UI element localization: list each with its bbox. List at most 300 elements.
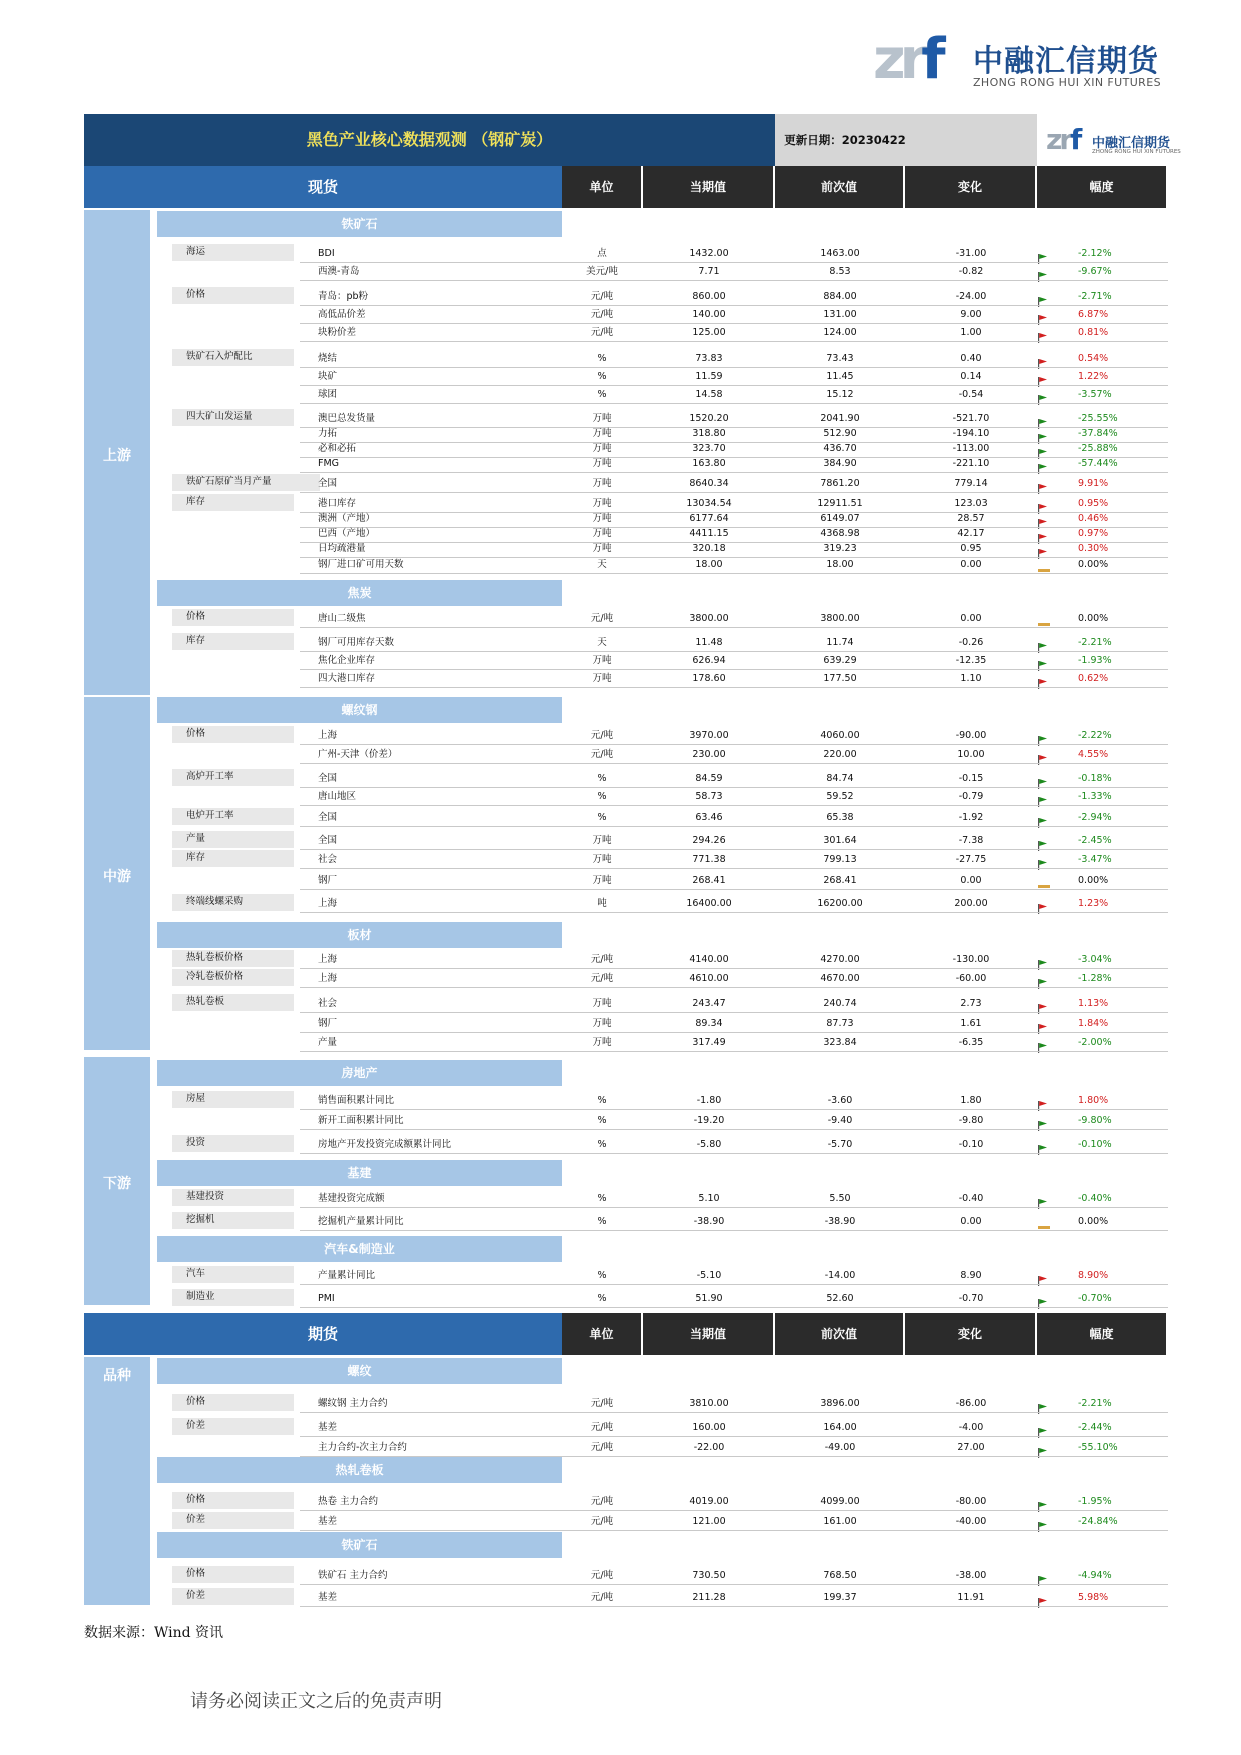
row-divider [300, 968, 1168, 969]
row-unit: 元/吨 [590, 1592, 614, 1603]
category-band: 基建 [157, 1160, 562, 1186]
row-current-value: 860.00 [692, 291, 726, 302]
row-group-label: 库存 [172, 494, 294, 511]
row-change: -0.15 [958, 773, 984, 784]
report-title: 黑色产业核心数据观测 （钢矿炭） [306, 130, 553, 149]
row-current-value: 125.00 [692, 327, 726, 338]
row-current-value: 121.00 [692, 1516, 726, 1527]
row-current-value: 13034.54 [686, 498, 732, 509]
futures-column-header: 当期值 [643, 1313, 773, 1355]
row-current-value: 11.59 [695, 371, 723, 382]
row-divider [300, 280, 1168, 281]
row-current-value: 243.47 [692, 998, 726, 1009]
row-unit: 元/吨 [590, 327, 614, 338]
row-change: -0.70 [958, 1293, 984, 1304]
row-current-value: 8640.34 [689, 478, 729, 489]
row-current-value: 3800.00 [689, 613, 729, 624]
flag-up-icon [1038, 1096, 1047, 1105]
row-current-value: 4610.00 [689, 973, 729, 984]
row-previous-value: 16200.00 [817, 898, 863, 909]
row-divider [300, 1153, 1168, 1154]
row-current-value: 4140.00 [689, 954, 729, 965]
row-group-label: 热轧卷板 [172, 994, 294, 1011]
row-current-value: 211.28 [692, 1592, 726, 1603]
row-percent-change: 1.13% [1078, 998, 1109, 1009]
row-group-label: 投资 [172, 1135, 294, 1152]
row-percent-change: 0.54% [1078, 353, 1109, 364]
row-current-value: 73.83 [695, 353, 723, 364]
row-group-label: 海运 [172, 244, 294, 261]
row-change: 9.00 [960, 309, 982, 320]
row-previous-value: 4099.00 [820, 1496, 860, 1507]
row-previous-value: 1463.00 [820, 248, 860, 259]
row-unit: 天 [597, 637, 607, 648]
row-change: 1.61 [960, 1018, 982, 1029]
row-current-value: 1520.20 [689, 413, 729, 424]
row-name: 港口库存 [318, 498, 357, 509]
row-divider [300, 669, 1168, 670]
flag-down-icon [1038, 1423, 1047, 1432]
row-divider [300, 492, 1168, 493]
row-change: -40.00 [955, 1516, 987, 1527]
row-name: 上海 [318, 898, 338, 909]
flag-down-icon [1038, 855, 1047, 864]
row-name: 球团 [318, 389, 338, 400]
flag-down-icon [1038, 1038, 1047, 1047]
flag-up-icon [1038, 499, 1047, 508]
row-previous-value: 4670.00 [820, 973, 860, 984]
spot-column-header: 当期值 [643, 166, 773, 208]
row-name: 全国 [318, 835, 338, 846]
row-percent-change: -2.12% [1078, 248, 1112, 259]
flat-dash-icon [1038, 614, 1047, 623]
row-divider [300, 1307, 1168, 1308]
row-previous-value: 2041.90 [820, 413, 860, 424]
row-change: 0.00 [960, 613, 982, 624]
row-previous-value: -38.90 [824, 1216, 856, 1227]
row-change: 10.00 [957, 749, 985, 760]
row-previous-value: 11.74 [826, 637, 854, 648]
row-previous-value: 4270.00 [820, 954, 860, 965]
row-percent-change: 1.84% [1078, 1018, 1109, 1029]
row-group-label: 产量 [172, 831, 294, 848]
row-unit: 万吨 [592, 513, 612, 524]
row-previous-value: 6149.07 [820, 513, 860, 524]
row-unit: 万吨 [592, 478, 612, 489]
row-unit: 万吨 [592, 443, 612, 454]
row-previous-value: 220.00 [823, 749, 857, 760]
row-name: PMI [318, 1293, 335, 1304]
row-name: 产量 [318, 1037, 338, 1048]
row-divider [300, 1606, 1168, 1607]
row-current-value: 4019.00 [689, 1496, 729, 1507]
row-percent-change: -1.93% [1078, 655, 1112, 666]
mini-logo-chinese-name: 中融汇信期货 [1092, 136, 1171, 151]
row-change: 0.95 [960, 543, 982, 554]
flag-up-icon [1038, 1019, 1047, 1028]
row-change: 1.00 [960, 327, 982, 338]
flag-down-icon [1038, 459, 1047, 468]
row-divider [300, 1456, 1168, 1457]
row-name: 全国 [318, 773, 338, 784]
row-percent-change: -4.94% [1078, 1570, 1112, 1581]
row-previous-value: 84.74 [826, 773, 854, 784]
flag-down-icon [1038, 1517, 1047, 1526]
row-current-value: 58.73 [695, 791, 723, 802]
category-band: 螺纹 [157, 1358, 562, 1384]
row-previous-value: 18.00 [826, 559, 854, 570]
row-unit: 万吨 [592, 543, 612, 554]
row-current-value: -38.90 [693, 1216, 725, 1227]
region-label-text: 品种 [103, 1368, 131, 1384]
row-unit: % [597, 371, 607, 382]
row-unit: % [597, 1115, 607, 1126]
row-name: 烧结 [318, 353, 338, 364]
category-band: 板材 [157, 922, 562, 948]
row-percent-change: -0.10% [1078, 1139, 1112, 1150]
row-previous-value: 323.84 [823, 1037, 857, 1048]
row-divider [300, 1412, 1168, 1413]
flag-up-icon [1038, 328, 1047, 337]
row-divider [300, 1032, 1168, 1033]
flag-up-icon [1038, 544, 1047, 553]
row-divider [300, 651, 1168, 652]
row-previous-value: 268.41 [823, 875, 857, 886]
row-unit: % [597, 773, 607, 784]
row-unit: 元/吨 [590, 291, 614, 302]
logo-chinese-name: 中融汇信期货 [973, 44, 1159, 79]
row-unit: % [597, 1270, 607, 1281]
row-change: -86.00 [955, 1398, 987, 1409]
mini-logo-english-name: ZHONG RONG HUI XIN FUTURES [1092, 149, 1181, 155]
category-band: 房地产 [157, 1060, 562, 1086]
row-unit: 元/吨 [590, 1422, 614, 1433]
flag-down-icon [1038, 955, 1047, 964]
row-current-value: 89.34 [695, 1018, 723, 1029]
row-name: 钢厂可用库存天数 [318, 637, 395, 648]
spot-column-header: 单位 [562, 166, 641, 208]
row-group-label: 价差 [172, 1588, 294, 1605]
flag-down-icon [1038, 792, 1047, 801]
flag-down-icon [1038, 1443, 1047, 1452]
futures-column-header: 变化 [905, 1313, 1035, 1355]
row-current-value: 140.00 [692, 309, 726, 320]
row-divider [300, 1207, 1168, 1208]
row-previous-value: 768.50 [823, 1570, 857, 1581]
row-group-label: 基建投资 [172, 1189, 294, 1206]
row-unit: 美元/吨 [586, 266, 618, 277]
row-name: 钢厂进口矿可用天数 [318, 559, 404, 570]
flag-up-icon [1038, 310, 1047, 319]
row-name: 产量累计同比 [318, 1270, 376, 1281]
data-source-note: 数据来源：Wind 资讯 [84, 1625, 224, 1641]
flag-down-icon [1038, 1294, 1047, 1303]
row-percent-change: 0.62% [1078, 673, 1109, 684]
row-current-value: 6177.64 [689, 513, 729, 524]
flag-down-icon [1038, 836, 1047, 845]
row-group-label: 铁矿石原矿当月产量 [172, 474, 320, 491]
row-percent-change: 0.00% [1078, 613, 1109, 624]
flag-down-icon [1038, 267, 1047, 276]
row-unit: 万吨 [592, 673, 612, 684]
row-name: 热卷 主力合约 [318, 1496, 379, 1507]
row-divider [300, 1436, 1168, 1437]
row-percent-change: 0.00% [1078, 1216, 1109, 1227]
row-divider [300, 627, 1168, 628]
flag-down-icon [1038, 1399, 1047, 1408]
row-divider [300, 573, 1168, 574]
row-previous-value: -9.40 [827, 1115, 853, 1126]
row-change: -4.00 [958, 1422, 984, 1433]
flag-up-icon [1038, 1593, 1047, 1602]
row-unit: 万吨 [592, 458, 612, 469]
row-unit: 元/吨 [590, 1570, 614, 1581]
row-current-value: 63.46 [695, 812, 723, 823]
update-date-box [775, 114, 1037, 166]
row-unit: 点 [597, 248, 607, 259]
flag-down-icon [1038, 444, 1047, 453]
row-name: 块粉价差 [318, 327, 357, 338]
mini-logo [1040, 114, 1181, 166]
row-divider [300, 385, 1168, 386]
row-unit: 元/吨 [590, 1442, 614, 1453]
row-previous-value: 7861.20 [820, 478, 860, 489]
row-percent-change: -2.44% [1078, 1422, 1112, 1433]
row-name: 唐山二级焦 [318, 613, 366, 624]
row-unit: 元/吨 [590, 613, 614, 624]
row-group-label: 价格 [172, 287, 294, 304]
row-group-label: 价差 [172, 1512, 294, 1529]
row-divider [300, 403, 1168, 404]
row-divider [300, 1530, 1168, 1531]
logo-mark: zrf [873, 27, 940, 92]
row-divider [300, 305, 1168, 306]
row-change: -1.92 [958, 812, 984, 823]
row-previous-value: 319.23 [823, 543, 857, 554]
row-group-label: 库存 [172, 850, 294, 867]
row-percent-change: 5.98% [1078, 1592, 1109, 1603]
row-percent-change: 9.91% [1078, 478, 1109, 489]
row-percent-change: -1.28% [1078, 973, 1112, 984]
row-change: 0.00 [960, 875, 982, 886]
report-title-bar [84, 114, 775, 166]
row-previous-value: 87.73 [826, 1018, 854, 1029]
row-percent-change: 0.95% [1078, 498, 1109, 509]
flag-down-icon [1038, 414, 1047, 423]
row-previous-value: 124.00 [823, 327, 857, 338]
row-current-value: -5.10 [696, 1270, 722, 1281]
region-label-text: 中游 [103, 868, 131, 885]
row-change: -27.75 [955, 854, 987, 865]
row-name: 焦化企业库存 [318, 655, 376, 666]
row-name: 社会 [318, 854, 338, 865]
row-name: 上海 [318, 954, 338, 965]
row-unit: 万吨 [592, 498, 612, 509]
category-band: 螺纹钢 [157, 697, 562, 723]
flag-down-icon [1038, 1497, 1047, 1506]
row-name: 高低品价差 [318, 309, 366, 320]
row-percent-change: -3.47% [1078, 854, 1112, 865]
row-current-value: -19.20 [693, 1115, 725, 1126]
row-group-label: 终端线螺采购 [172, 894, 294, 911]
row-change: 0.14 [960, 371, 982, 382]
row-percent-change: -2.94% [1078, 812, 1112, 823]
row-divider [300, 868, 1168, 869]
category-band: 焦炭 [157, 580, 562, 606]
row-change: -12.35 [955, 655, 987, 666]
row-previous-value: 73.43 [826, 353, 854, 364]
spot-column-header: 变化 [905, 166, 1035, 208]
row-percent-change: -24.84% [1078, 1516, 1118, 1527]
row-change: -0.26 [958, 637, 984, 648]
row-name: 日均疏港量 [318, 543, 366, 554]
row-divider [300, 787, 1168, 788]
row-percent-change: 1.22% [1078, 371, 1109, 382]
row-unit: 万吨 [592, 428, 612, 439]
row-previous-value: -3.60 [827, 1095, 853, 1106]
flag-up-icon [1038, 899, 1047, 908]
row-previous-value: 240.74 [823, 998, 857, 1009]
row-unit: 万吨 [592, 1037, 612, 1048]
row-previous-value: 131.00 [823, 309, 857, 320]
row-current-value: 268.41 [692, 875, 726, 886]
row-current-value: 84.59 [695, 773, 723, 784]
row-change: 1.80 [960, 1095, 982, 1106]
row-previous-value: 512.90 [823, 428, 857, 439]
row-unit: % [597, 353, 607, 364]
row-change: -9.80 [958, 1115, 984, 1126]
row-change: 1.10 [960, 673, 982, 684]
flag-down-icon [1038, 429, 1047, 438]
row-unit: 吨 [597, 898, 607, 909]
flag-down-icon [1038, 1571, 1047, 1580]
row-group-label: 房屋 [172, 1091, 294, 1108]
row-current-value: 320.18 [692, 543, 726, 554]
flag-up-icon [1038, 479, 1047, 488]
category-band: 汽车&制造业 [157, 1236, 562, 1262]
row-group-label: 热轧卷板价格 [172, 950, 294, 967]
row-unit: 元/吨 [590, 1496, 614, 1507]
row-current-value: 4411.15 [689, 528, 729, 539]
futures-column-header: 前次值 [775, 1313, 903, 1355]
row-change: -24.00 [955, 291, 987, 302]
row-group-label: 价格 [172, 1492, 294, 1509]
logo-english-name: ZHONG RONG HUI XIN FUTURES [973, 76, 1161, 89]
row-previous-value: 15.12 [826, 389, 854, 400]
row-percent-change: 6.87% [1078, 309, 1109, 320]
row-previous-value: 12911.51 [817, 498, 863, 509]
region-label-text: 上游 [103, 447, 131, 464]
row-unit: % [597, 812, 607, 823]
row-previous-value: 5.50 [829, 1193, 851, 1204]
row-name: 钢厂 [318, 875, 338, 886]
row-name: 基差 [318, 1592, 338, 1603]
row-name: 西澳-青岛 [318, 266, 360, 277]
flag-down-icon [1038, 656, 1047, 665]
row-percent-change: 1.80% [1078, 1095, 1109, 1106]
row-percent-change: 8.90% [1078, 1270, 1109, 1281]
row-name: 基差 [318, 1422, 338, 1433]
row-name: 上海 [318, 973, 338, 984]
row-previous-value: 164.00 [823, 1422, 857, 1433]
row-current-value: -5.80 [696, 1139, 722, 1150]
row-change: 0.00 [960, 559, 982, 570]
row-name: 房地产开发投资完成额累计同比 [318, 1139, 452, 1150]
row-group-label: 库存 [172, 633, 294, 650]
row-name: 铁矿石 主力合约 [318, 1570, 388, 1581]
flag-up-icon [1038, 354, 1047, 363]
flag-down-icon [1038, 638, 1047, 647]
row-percent-change: -9.80% [1078, 1115, 1112, 1126]
row-unit: 万吨 [592, 835, 612, 846]
row-previous-value: 199.37 [823, 1592, 857, 1603]
row-change: -0.79 [958, 791, 984, 802]
row-group-label: 价格 [172, 609, 294, 626]
row-percent-change: -9.67% [1078, 266, 1112, 277]
row-divider [300, 987, 1168, 988]
row-group-label: 价格 [172, 1566, 294, 1583]
row-name: 社会 [318, 998, 338, 1009]
row-percent-change: -25.88% [1078, 443, 1118, 454]
row-unit: 万吨 [592, 1018, 612, 1029]
row-group-label: 挖掘机 [172, 1212, 294, 1229]
category-band: 铁矿石 [157, 211, 562, 237]
row-name: 基差 [318, 1516, 338, 1527]
row-percent-change: -0.18% [1078, 773, 1112, 784]
row-current-value: 1432.00 [689, 248, 729, 259]
row-unit: 万吨 [592, 998, 612, 1009]
flag-up-icon [1038, 514, 1047, 523]
row-divider [300, 262, 1168, 263]
row-change: -38.00 [955, 1570, 987, 1581]
row-current-value: 51.90 [695, 1293, 723, 1304]
row-previous-value: 3800.00 [820, 613, 860, 624]
row-current-value: 5.10 [698, 1193, 720, 1204]
row-divider [300, 1584, 1168, 1585]
row-previous-value: -14.00 [824, 1270, 856, 1281]
row-name: 新开工面积累计同比 [318, 1115, 404, 1126]
flag-down-icon [1038, 1194, 1047, 1203]
row-unit: % [597, 791, 607, 802]
row-current-value: 323.70 [692, 443, 726, 454]
flat-dash-icon [1038, 876, 1047, 885]
row-percent-change: -3.57% [1078, 389, 1112, 400]
row-name: 上海 [318, 730, 338, 741]
row-divider [300, 1510, 1168, 1511]
row-current-value: 771.38 [692, 854, 726, 865]
row-percent-change: -2.22% [1078, 730, 1112, 741]
row-previous-value: 8.53 [829, 266, 851, 277]
row-divider [300, 744, 1168, 745]
row-change: -0.54 [958, 389, 984, 400]
row-unit: 元/吨 [590, 309, 614, 320]
flag-down-icon [1038, 1116, 1047, 1125]
flag-down-icon [1038, 1140, 1047, 1149]
row-current-value: 230.00 [692, 749, 726, 760]
row-previous-value: -5.70 [827, 1139, 853, 1150]
row-previous-value: 11.45 [826, 371, 854, 382]
row-divider [300, 341, 1168, 342]
row-divider [300, 826, 1168, 827]
spot-section-header: 现货 [84, 166, 562, 208]
row-previous-value: 3896.00 [820, 1398, 860, 1409]
region-label [84, 1057, 150, 1305]
row-group-label: 制造业 [172, 1289, 294, 1306]
row-current-value: 7.71 [698, 266, 720, 277]
row-name: 螺纹钢 主力合约 [318, 1398, 388, 1409]
row-percent-change: -2.00% [1078, 1037, 1112, 1048]
row-current-value: 160.00 [692, 1422, 726, 1433]
